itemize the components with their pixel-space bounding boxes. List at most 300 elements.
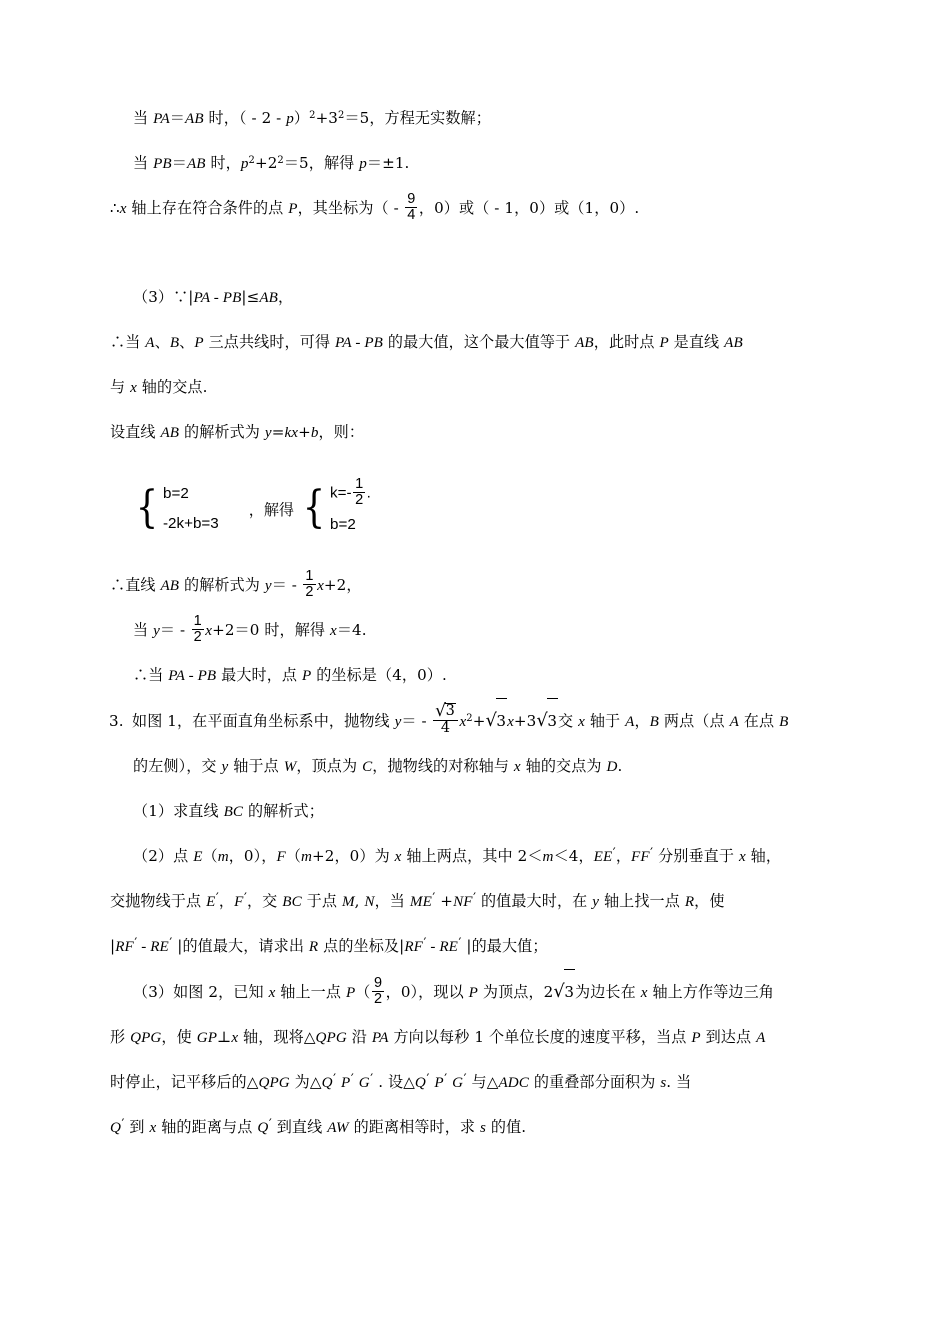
- text-run: 轴上找一点: [599, 892, 685, 910]
- var-a: A: [625, 714, 635, 730]
- equation-rows-left: [161, 479, 219, 539]
- text-run: ，: [278, 288, 294, 306]
- var-ab: AB: [575, 335, 594, 351]
- text-run: ，当: [374, 892, 410, 910]
- equation-rows-right: [328, 478, 371, 539]
- var-pb: PB: [222, 290, 242, 306]
- var-pa: PA: [153, 111, 170, 127]
- text-run: ，抛物线的对称轴与: [372, 757, 514, 775]
- text-run: ＝: [171, 154, 187, 172]
- problem3-question-2-line2: [110, 879, 850, 924]
- fraction-denominator: 2: [373, 991, 383, 1008]
- prime-mark: ′: [268, 1117, 272, 1133]
- document-body: [110, 96, 850, 1150]
- part3-line-intersection: [110, 365, 850, 410]
- var-p: P: [691, 1030, 701, 1046]
- problem3-question-3-line3: [110, 1060, 850, 1105]
- text-run: 的重叠部分面积为: [528, 1073, 661, 1091]
- var-m: m: [301, 849, 313, 865]
- prime-mark: ′: [463, 1072, 467, 1088]
- var-rf: RF: [404, 939, 423, 955]
- var-b: B: [779, 714, 789, 730]
- text-run: ∴当: [110, 333, 146, 351]
- var-x: x: [394, 849, 402, 865]
- text-run: 的最大值，这个最大值等于: [382, 333, 576, 351]
- text-run: .: [617, 757, 623, 775]
- var-x: x: [268, 985, 276, 1001]
- text-run: 的解析式为: [179, 423, 265, 441]
- var-q: Q: [257, 1120, 269, 1136]
- fraction-sqrt3-4: [433, 702, 458, 736]
- problem3-question-1: [110, 789, 850, 834]
- text-run: 轴的交点为: [520, 757, 607, 775]
- fraction-denominator: 2: [305, 584, 314, 601]
- text-run: +2，: [323, 576, 362, 594]
- var-ab: AB: [724, 335, 743, 351]
- text-run: ＝5，方程无实数解；: [344, 109, 491, 127]
- var-re: RE: [439, 939, 458, 955]
- var-m: m: [542, 849, 554, 865]
- var-x: x: [291, 425, 299, 441]
- problem3-question-2-line1: [110, 834, 850, 879]
- var-a: A: [145, 335, 155, 351]
- text-run: +: [472, 712, 486, 730]
- radical-sign: √: [536, 710, 548, 732]
- var-pb: PB: [197, 668, 217, 684]
- text-run: ＝±1.: [366, 154, 410, 172]
- text-run: ＝: [169, 109, 185, 127]
- part-label-3: （3）: [133, 288, 174, 306]
- var-p: P: [341, 1075, 351, 1091]
- var-y: y: [264, 578, 272, 594]
- prime-mark: ′: [426, 1072, 430, 1088]
- var-p: P: [194, 335, 204, 351]
- text-run: 为顶点，2: [478, 983, 554, 1001]
- var-y: y: [592, 894, 600, 910]
- var-aw: AW: [327, 1120, 349, 1136]
- text-run: ，则：: [318, 423, 365, 441]
- text-run: 时停止，记平移后的△: [110, 1073, 259, 1091]
- text-run: 轴于点: [228, 757, 284, 775]
- var-qpg: QPG: [258, 1075, 290, 1091]
- prime-mark: ′: [169, 936, 173, 952]
- var-s: s: [480, 1120, 487, 1136]
- solution-line-conclusion-p: [110, 186, 850, 231]
- text-run: 到: [124, 1118, 150, 1136]
- var-f: F: [276, 849, 286, 865]
- equation-system-right: [300, 478, 371, 539]
- text-run: +: [298, 423, 311, 441]
- text-run: 时，: [205, 154, 241, 172]
- fraction-numerator: [433, 702, 458, 720]
- text-run: 为边长在: [575, 983, 641, 1001]
- var-me: ME: [409, 894, 432, 910]
- var-q: Q: [110, 1120, 122, 1136]
- text-run: 轴于: [584, 712, 626, 730]
- text-run: |: [110, 937, 116, 955]
- part3-line-final-p: [110, 653, 850, 698]
- radicand: 3: [547, 698, 558, 743]
- text-run: 轴，现将△: [238, 1028, 316, 1046]
- text-run: ，: [634, 712, 650, 730]
- text-run: -: [209, 290, 223, 306]
- text-run: 求直线: [173, 802, 224, 820]
- part3-line-inequality: [110, 275, 850, 320]
- text-run: （: [202, 847, 218, 865]
- text-run: =: [271, 423, 285, 441]
- text-run: 的左侧），交: [133, 757, 222, 775]
- var-gp: GP: [196, 1030, 218, 1046]
- var-q: Q: [321, 1075, 333, 1091]
- text-run: k=-: [330, 484, 352, 502]
- var-b: b: [310, 425, 319, 441]
- text-run: 形: [110, 1028, 131, 1046]
- text-run: 两点（点: [658, 712, 730, 730]
- var-e: E: [206, 894, 216, 910]
- text-run: 的坐标是（4，0）.: [311, 666, 447, 684]
- text-run: ，: [218, 892, 235, 910]
- text-run: （: [355, 983, 371, 1001]
- text-run: 设直线: [110, 423, 161, 441]
- text-run: 的距离相等时，求: [348, 1118, 481, 1136]
- left-brace-icon: {: [302, 481, 326, 533]
- because-symbol: ∵|: [173, 288, 194, 306]
- var-w: W: [283, 759, 297, 775]
- text-run: 当: [133, 154, 154, 172]
- prime-mark: ′: [243, 891, 247, 907]
- var-ab: AB: [186, 156, 206, 172]
- var-x: x: [578, 714, 585, 730]
- radical-sign: √: [435, 700, 447, 721]
- text-run: . 当: [666, 1073, 692, 1091]
- text-run: ，此时点: [593, 333, 660, 351]
- text-run: ＝ -: [159, 621, 191, 639]
- equation-row: [330, 478, 371, 509]
- var-x: x: [231, 1030, 239, 1046]
- var-b: B: [169, 335, 180, 351]
- var-p: p: [286, 111, 294, 127]
- var-y: y: [221, 759, 229, 775]
- prime-mark: ′: [134, 936, 138, 952]
- var-ab: AB: [160, 425, 180, 441]
- var-e: E: [193, 849, 203, 865]
- var-pa: PA: [335, 335, 352, 351]
- text-run: 的解析式；: [243, 802, 324, 820]
- problem3-question-2-line3: [110, 924, 850, 969]
- text-run: 轴上一点: [275, 983, 346, 1001]
- exponent: 2: [338, 109, 345, 121]
- problem3-question-3-line1: [110, 969, 850, 1015]
- text-run: +2: [254, 154, 278, 172]
- text-run: 的解析式为: [179, 576, 265, 594]
- text-run: ，0），: [228, 847, 277, 865]
- text-run: ,: [354, 892, 365, 910]
- question-label-2: （2）: [133, 847, 174, 865]
- text-run: 交: [558, 712, 579, 730]
- var-pa: PA: [168, 668, 185, 684]
- text-run: ＜4，: [553, 847, 594, 865]
- var-x: x: [513, 759, 521, 775]
- var-x: x: [130, 380, 137, 396]
- text-run: ∴当: [133, 666, 169, 684]
- prime-mark: ′: [473, 891, 477, 907]
- text-run: ，0），现以: [385, 983, 469, 1001]
- var-ff: FF: [631, 849, 650, 865]
- text-run: |的最大值；: [461, 937, 548, 955]
- fraction-numerator: 9: [407, 191, 416, 208]
- text-run: ）: [293, 109, 310, 127]
- var-p: P: [288, 201, 298, 217]
- text-run: -: [137, 939, 151, 955]
- text-run: ，使: [161, 1028, 197, 1046]
- var-qpg: QPG: [315, 1030, 347, 1046]
- sqrt-icon: [435, 702, 456, 720]
- text-run: 当: [133, 109, 154, 127]
- sqrt-icon: [536, 698, 558, 743]
- solution-line-pa-ab: [110, 96, 850, 141]
- text-run: ，交: [246, 892, 283, 910]
- text-run: ，其坐标为（ -: [297, 199, 404, 217]
- fraction-denominator: 2: [193, 629, 202, 646]
- text-run: ＝ -: [271, 576, 302, 594]
- var-rf: RF: [115, 939, 134, 955]
- problem-number: 3.: [109, 712, 124, 730]
- fraction-9-4: [405, 192, 417, 223]
- fraction-denominator: 4: [433, 720, 458, 736]
- text-run: ，顶点为: [296, 757, 363, 775]
- fraction-denominator: 2: [355, 492, 364, 509]
- text-run: ，使: [694, 892, 725, 910]
- var-adc: ADC: [498, 1075, 529, 1091]
- var-p: p: [359, 156, 367, 172]
- prime-mark: ′: [350, 1072, 354, 1088]
- text-run: 点的坐标及|: [318, 937, 405, 955]
- text-run: 到达点: [700, 1028, 757, 1046]
- var-g: G: [452, 1075, 464, 1091]
- exponent: 2: [248, 154, 255, 166]
- exponent: 2: [277, 154, 284, 166]
- solve-connector-text: ，解得: [248, 500, 295, 519]
- text-run: 到直线: [271, 1118, 328, 1136]
- text-run: 在点: [738, 712, 780, 730]
- fraction-numerator: 1: [305, 568, 314, 585]
- var-n: N: [364, 894, 375, 910]
- fraction-numerator: 9: [373, 975, 383, 992]
- var-d: D: [606, 759, 618, 775]
- text-run: ＝4.: [336, 621, 367, 639]
- exponent: 2: [309, 109, 316, 121]
- text-run: . 设△: [373, 1073, 415, 1091]
- prime-mark: ′: [121, 1117, 125, 1133]
- text-run: 当: [133, 621, 154, 639]
- part3-line-solve-x: [110, 608, 850, 653]
- text-run: +2＝0 时，解得: [212, 621, 330, 639]
- prime-mark: ′: [432, 891, 436, 907]
- var-r: R: [308, 939, 319, 955]
- text-run: 、: [154, 333, 170, 351]
- text-run: 三点共线时，可得: [203, 333, 336, 351]
- prime-mark: ′: [333, 1072, 337, 1088]
- solution-line-pb-ab: [110, 141, 850, 186]
- text-run: 轴的距离与点: [156, 1118, 258, 1136]
- problem3-question-3-line2: [110, 1015, 850, 1060]
- var-s: s: [660, 1075, 667, 1091]
- text-run: 如图 1，在平面直角坐标系中，抛物线: [132, 712, 395, 730]
- var-y: y: [394, 714, 402, 730]
- var-x: x: [149, 1120, 157, 1136]
- var-x: x: [330, 623, 337, 639]
- var-m: M: [341, 894, 355, 910]
- therefore-symbol: ∴: [110, 199, 120, 217]
- var-pa: PA: [371, 1030, 389, 1046]
- question-label-1: （1）: [133, 802, 174, 820]
- var-p: P: [434, 1075, 444, 1091]
- var-ab: AB: [185, 111, 204, 127]
- fraction-numerator: 1: [355, 476, 364, 493]
- text-run: 是直线: [668, 333, 725, 351]
- var-p: P: [345, 985, 356, 1001]
- var-x: x: [119, 201, 127, 217]
- var-bc: BC: [282, 894, 302, 910]
- text-run: -: [184, 668, 198, 684]
- var-x: x: [205, 623, 213, 639]
- var-pb: PB: [153, 156, 172, 172]
- equation-row: b=2: [330, 515, 356, 533]
- left-brace-icon: {: [135, 481, 159, 533]
- var-g: G: [358, 1075, 370, 1091]
- text-run: 轴上方作等边三角: [647, 983, 774, 1001]
- text-run: ∴直线: [110, 576, 161, 594]
- text-run: 时，（ - 2 -: [203, 109, 287, 127]
- exponent: 2: [466, 712, 473, 724]
- text-run: 与△: [466, 1073, 499, 1091]
- text-run: 为△: [289, 1073, 322, 1091]
- text-run: +2，0）为: [312, 847, 395, 865]
- var-p: P: [468, 985, 478, 1001]
- text-run: +: [435, 892, 454, 910]
- var-q: Q: [414, 1075, 426, 1091]
- prime-mark: ′: [215, 891, 219, 907]
- fraction-9-2: [372, 976, 384, 1007]
- fraction-1-2: [192, 614, 204, 645]
- var-a: A: [729, 714, 739, 730]
- text-run: 分别垂直于: [653, 847, 739, 865]
- var-c: C: [362, 759, 373, 775]
- fraction-1-2: [353, 477, 365, 508]
- text-run: -: [351, 335, 365, 351]
- radicand: 3: [496, 698, 507, 743]
- var-y: y: [153, 623, 160, 639]
- fraction-denominator: 4: [407, 207, 416, 224]
- equation-row: b=2: [163, 485, 189, 502]
- text-run: 与: [110, 378, 131, 396]
- text-run: |的值最大，请求出: [172, 937, 309, 955]
- var-y: y: [264, 425, 272, 441]
- var-x: x: [317, 578, 324, 594]
- text-run: 点: [173, 847, 194, 865]
- var-k: k: [284, 425, 292, 441]
- text-run: ＝5，解得: [283, 154, 360, 172]
- problem3-statement-line1: [109, 698, 850, 744]
- radicand: 3: [445, 703, 455, 720]
- text-run: 的值最大时，在: [476, 892, 593, 910]
- var-m: m: [217, 849, 229, 865]
- var-ab: AB: [160, 578, 180, 594]
- text-run: +3: [513, 712, 537, 730]
- var-x: x: [738, 849, 746, 865]
- text-run: -: [426, 939, 440, 955]
- prime-mark: ′: [650, 846, 654, 862]
- var-bc: BC: [223, 804, 244, 820]
- text-run: ＝ -: [401, 712, 432, 730]
- var-re: RE: [150, 939, 169, 955]
- sqrt-icon: [485, 698, 507, 743]
- text-run: 于点: [301, 892, 342, 910]
- radicand: 3: [564, 969, 575, 1014]
- var-x: x: [459, 714, 467, 730]
- var-pb: PB: [364, 335, 383, 351]
- text-run: 交抛物线于点: [110, 892, 207, 910]
- prime-mark: ′: [612, 846, 616, 862]
- var-pa: PA: [193, 290, 210, 306]
- prime-mark: ′: [423, 936, 427, 952]
- problem3-statement-line2: [110, 744, 850, 789]
- var-nf: NF: [453, 894, 473, 910]
- text-run: |≤: [241, 288, 260, 306]
- text-run: 轴的交点.: [136, 378, 208, 396]
- var-qpg: QPG: [130, 1030, 162, 1046]
- part3-line-set-line-ab: [110, 410, 850, 455]
- radical-sign: √: [485, 710, 497, 732]
- var-p: p: [240, 156, 249, 172]
- var-p: P: [659, 335, 669, 351]
- var-ee: EE: [593, 849, 613, 865]
- text-run: 轴，: [745, 847, 782, 865]
- part3-line-collinear: [110, 320, 850, 365]
- text-run: 轴上两点，其中 2＜: [401, 847, 543, 865]
- radical-sign: √: [553, 981, 565, 1003]
- var-x: x: [507, 714, 514, 730]
- text-run: ，0）或（ - 1，0）或（1，0）.: [418, 199, 640, 217]
- text-run: 、: [179, 333, 195, 351]
- text-run: （: [285, 847, 302, 865]
- var-ab: AB: [259, 290, 278, 306]
- fraction-numerator: 1: [193, 613, 202, 630]
- prime-mark: ′: [370, 1072, 374, 1088]
- var-b: B: [649, 714, 659, 730]
- var-a: A: [756, 1030, 766, 1046]
- spacer: [110, 231, 850, 275]
- text-run: 方向以每秒 1 个单位长度的速度平移，当点: [388, 1028, 692, 1046]
- part3-line-result-ab: [110, 563, 850, 608]
- text-run: 如图 2，已知: [173, 983, 269, 1001]
- equation-row: -2k+b=3: [163, 515, 219, 532]
- text-run: .: [366, 484, 371, 502]
- text-run: +3: [315, 109, 339, 127]
- sqrt-icon: [553, 969, 575, 1014]
- equation-system-block: [110, 455, 850, 563]
- problem3-question-3-line4: [110, 1105, 850, 1150]
- equation-system-left: [133, 479, 219, 539]
- text-run: 沿: [346, 1028, 372, 1046]
- var-x: x: [640, 985, 648, 1001]
- text-run: 轴上存在符合条件的点: [126, 199, 289, 217]
- var-p: P: [302, 668, 312, 684]
- prime-mark: ′: [458, 936, 462, 952]
- text-run: 最大时，点: [216, 666, 302, 684]
- text-run: ，: [615, 847, 632, 865]
- question-label-3: （3）: [133, 983, 174, 1001]
